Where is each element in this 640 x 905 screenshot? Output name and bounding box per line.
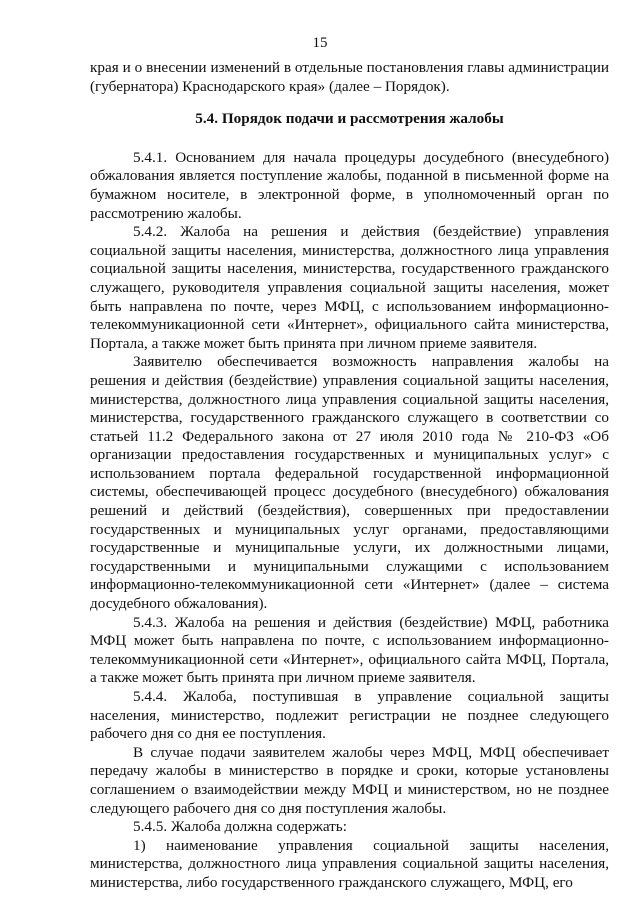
paragraph-5-4-3: 5.4.3. Жалоба на решения и действия (бездействие) МФЦ, работника МФЦ может быть направлена по почте, с использованием информационно-телекоммуникационной сети «Интернет», официального сайта МФЦ, Портала, а также может быть принята при личном приеме заявителя.: [90, 613, 609, 687]
paragraph-applicant-rights: Заявителю обеспечивается возможность направления жалобы на решения и действия (бездействие) управления социальной защиты населения, министерства, должностного лица управления социальной защиты населения, министерства, государственного гражданского служащего в соответствии со статьей 11.2 Федерального закона от 27 июля 2010 года № 210-ФЗ «Об организации предоставления государственных и муниципальных услуг» с использованием портала федеральной государственной информационной системы, обеспечивающей процесс досудебного (внесудебного) обжалования решений и действий (бездействия), совершенных при предоставлении государственных и муниципальных услуг органами, предоставляющими государственные и муниципальные услуги, их должностными лицами, государственными и муниципальными служащими с использованием информационно-телекоммуникационной сети «Интернет» (далее – система досудебного обжалования).: [90, 353, 609, 613]
paragraph-5-4-4: 5.4.4. Жалоба, поступившая в управление социальной защиты населения, министерство, подлежит регистрации не позднее следующего рабочего дня со дня ее поступления.: [90, 688, 609, 743]
list-item-1: 1) наименование управления социальной защиты населения, министерства, должностного лица управления социальной защиты населения, министерства, либо государственного гражданского служащего, МФЦ, его: [90, 836, 609, 891]
page-number: 15: [312, 35, 328, 51]
paragraph-mfc-transfer: В случае подачи заявителем жалобы через МФЦ, МФЦ обеспечивает передачу жалобы в министерство в порядке и сроки, которые установлены соглашением о взаимодействии между МФЦ и министерством, но не позднее следующего рабочего дня со дня поступления жалобы.: [90, 743, 609, 817]
paragraph-5-4-2: 5.4.2. Жалоба на решения и действия (бездействие) управления социальной защиты населения, министерства, должностного лица управления социальной защиты населения, министерства, государственного гражданского служащего, руководителя управления социальной защиты населения, может быть направлена по почте, через МФЦ, с использованием информационно-телекоммуникационной сети «Интернет», официального сайта министерства, Портала, а также может быть принята при личном приеме заявителя.: [90, 223, 609, 352]
paragraph-5-4-1: 5.4.1. Основанием для начала процедуры досудебного (внесудебного) обжалования является поступление жалобы, поданной в письменной форме на бумажном носителе, в электронной форме, в уполномоченный орган по рассмотрению жалобы.: [90, 148, 609, 222]
section-title: 5.4. Порядок подачи и рассмотрения жалобы: [195, 110, 504, 128]
document-body: [90, 59, 609, 893]
paragraph-continuation: края и о внесении изменений в отдельные постановления главы администрации (губернатора) Краснодарского края» (далее – Порядок).: [90, 59, 609, 95]
paragraph-5-4-5: 5.4.5. Жалоба должна содержать:: [133, 818, 347, 836]
